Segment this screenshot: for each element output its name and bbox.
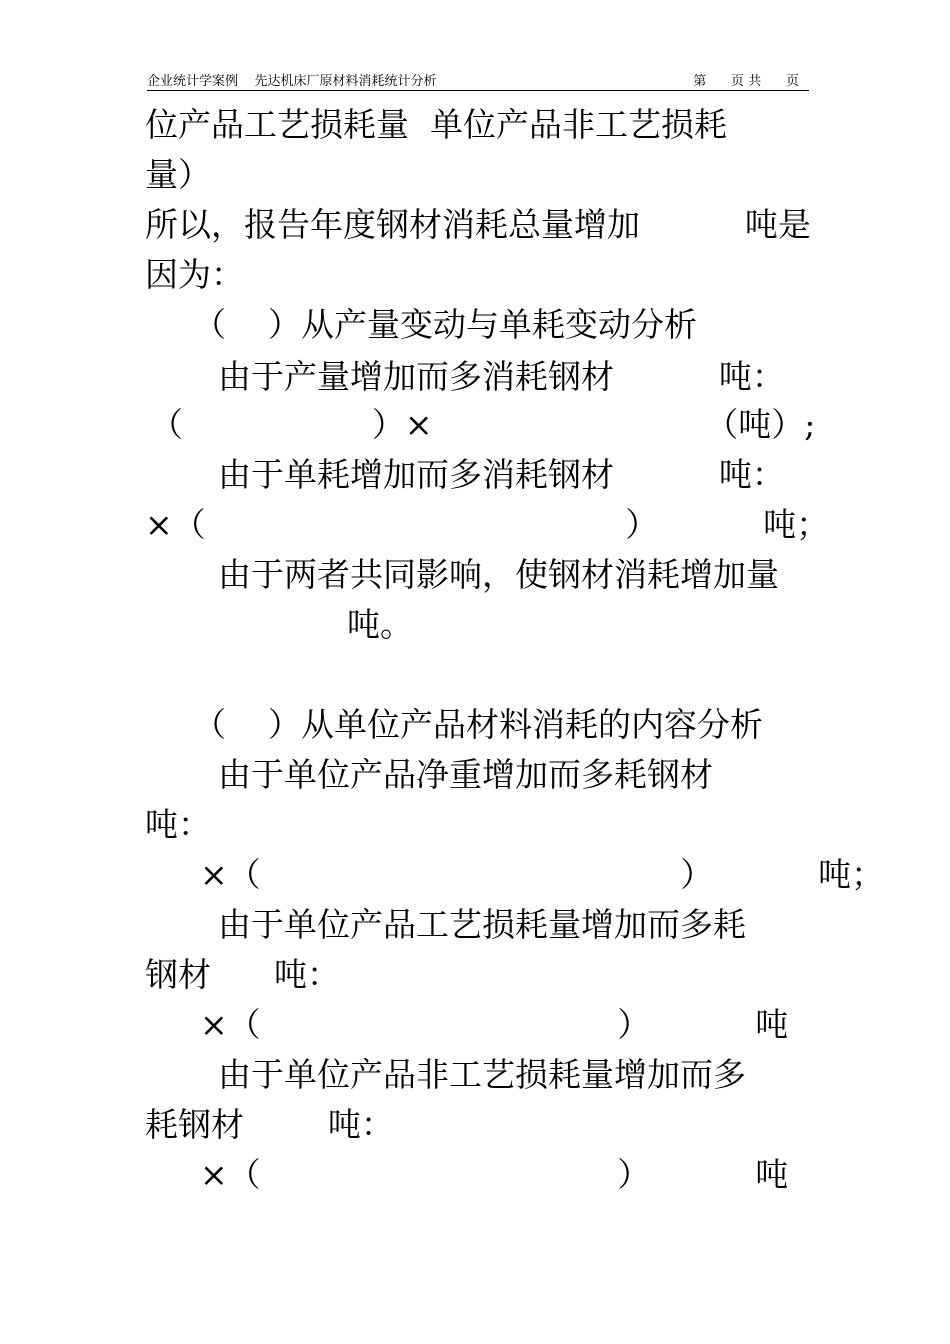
text-line: 由于单位产品净重增加而多耗钢材 [218, 755, 713, 794]
text-line: 由于单位产品非工艺损耗量增加而多 [218, 1055, 746, 1094]
section-heading: （ ）从产量变动与单耗变动分析 [193, 305, 697, 344]
text-line: 耗钢材 吨： [145, 1105, 394, 1144]
formula-line: ×（ ） 吨； [200, 855, 885, 894]
formula-line: ×（ ） 吨； [145, 505, 830, 544]
text-line: 由于产量增加而多消耗钢材 吨： [218, 357, 785, 396]
section-heading: （ ）从单位产品材料消耗的内容分析 [193, 705, 763, 744]
text-line: 由于单位产品工艺损耗量增加而多耗 [218, 905, 746, 944]
formula-line: ×（ ） 吨 [200, 1005, 789, 1044]
text-line: 由于单耗增加而多消耗钢材 吨： [218, 455, 785, 494]
text-line: 由于两者共同影响，使钢材消耗增加量 [218, 555, 779, 594]
header-page-number: 第 页 共 页 [693, 74, 799, 89]
text-line: 位产品工艺损耗量 单位产品非工艺损耗 [145, 105, 727, 144]
formula-line: （ ）× （吨）; [150, 405, 816, 444]
text-line: 量） [145, 155, 211, 194]
formula-line: ×（ ） 吨 [200, 1155, 789, 1194]
page-header [147, 68, 809, 91]
text-line: 钢材 吨： [145, 955, 340, 994]
text-line: 所以，报告年度钢材消耗总量增加 吨是 [145, 205, 811, 244]
header-title: 企业统计学案例 先达机床厂原材料消耗统计分析 [147, 74, 437, 89]
text-line: 因为： [145, 255, 244, 294]
text-line: 吨。 [347, 605, 413, 644]
text-line: 吨： [145, 805, 211, 844]
